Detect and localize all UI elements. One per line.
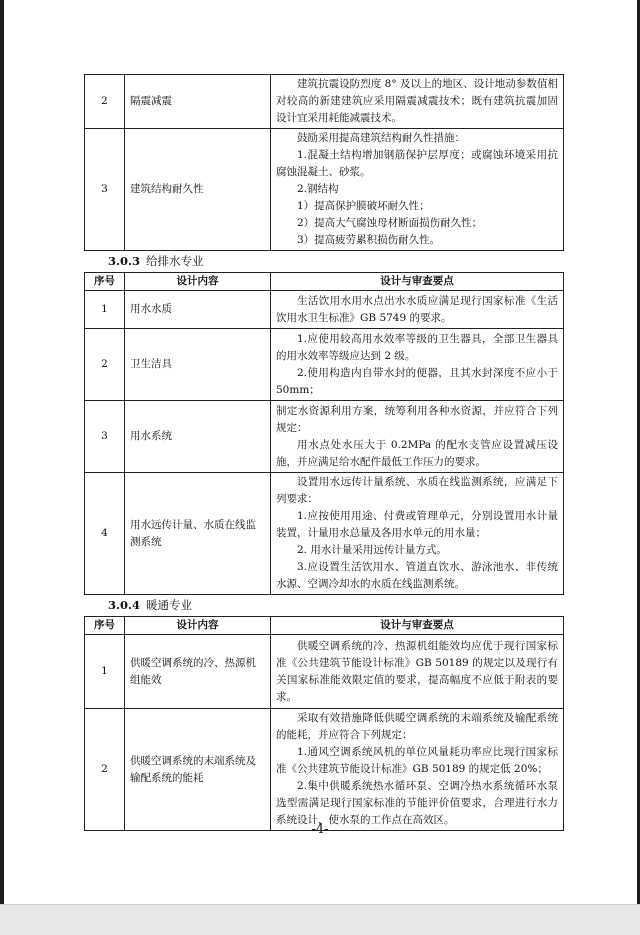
- requirement-text: 生活饮用水用水点出水水质应满足现行国家标准《生活饮用水卫生标准》GB 5749 的要求。: [276, 294, 558, 324]
- table-row: [85, 635, 564, 709]
- requirement-text: 供暖空调系统的冷、热源机组能效均应优于现行国家标准《公共建筑节能设计标准》GB 50189 的规定以及现行有关国家标准能效限定值的要求，提高幅度不应低于附表的要求。: [276, 639, 558, 703]
- requirement-text: 2）提高大气腐蚀母材断面损伤耐久性；: [297, 217, 483, 229]
- row-requirement: [271, 75, 564, 129]
- table-row: [85, 473, 564, 595]
- section-title: 暖通专业: [146, 598, 193, 612]
- row-item: 供暖空调系统的末端系统及输配系统的能耗: [125, 709, 271, 831]
- section-number: 3.0.3: [108, 254, 141, 268]
- section-title: 给排水专业: [146, 254, 204, 268]
- structure-table: [84, 74, 564, 251]
- row-item: 用水远传计量、水质在线监测系统: [125, 473, 271, 595]
- row-requirement: [271, 291, 564, 329]
- header-requirement: 设计与审查要点: [271, 273, 564, 291]
- requirement-text: 2.使用构造内自带水封的便器，且其水封深度不应小于 50mm；: [276, 366, 558, 396]
- header-number: 序号: [85, 617, 125, 635]
- table-row: [85, 291, 564, 329]
- requirement-text: 1）提高保护膜破坏耐久性；: [297, 200, 430, 212]
- viewer-bottom-band: [0, 905, 640, 935]
- requirement-text: 1.通风空调系统风机的单位风量耗功率应比现行国家标准《公共建筑节能设计标准》GB 50189 的规定低 20%；: [276, 746, 558, 775]
- row-number: 3: [85, 129, 125, 251]
- header-item: 设计内容: [125, 273, 271, 291]
- row-number: 3: [85, 401, 125, 473]
- document-content: [84, 74, 563, 831]
- table-header-row: [85, 617, 564, 635]
- table-row: [85, 329, 564, 401]
- row-requirement: [271, 709, 564, 831]
- requirement-text: 1.应按使用用途、付费或管理单元，分别设置用水计量装置，计量用水总量及各用水单元的用水量；: [276, 510, 558, 539]
- row-item: 隔震减震: [125, 75, 271, 129]
- row-number: 4: [85, 473, 125, 595]
- requirement-text: 3.应设置生活饮用水、管道直饮水、游泳池水、非传统水源、空调冷却水的水质在线监测系统。: [276, 561, 558, 590]
- row-item: 卫生洁具: [125, 329, 271, 401]
- requirement-text: 2.钢结构: [297, 183, 339, 195]
- header-item: 设计内容: [125, 617, 271, 635]
- row-item: 用水水质: [125, 291, 271, 329]
- requirement-text: 建筑抗震设防烈度 8° 及以上的地区、设计地动参数值相对较高的新建建筑应采用隔震减震技术；既有建筑抗震加固设计宜采用耗能减震技术。: [276, 78, 558, 124]
- requirement-text: 2.集中供暖系统热水循环泵、空调冷热水系统循环水泵选型需满足现行国家标准的节能评价值要求，合理进行水力系统设计，使水泵的工作点在高效区。: [276, 780, 558, 826]
- table-row: [85, 401, 564, 473]
- section-heading: [84, 251, 563, 272]
- row-requirement: [271, 635, 564, 709]
- row-item: 建筑结构耐久性: [125, 129, 271, 251]
- table-row: [85, 129, 564, 251]
- table-row: [85, 709, 564, 831]
- requirement-text: 采取有效措施降低供暖空调系统的末端系统及输配系统的能耗，并应符合下列规定：: [276, 712, 558, 741]
- row-number: 2: [85, 75, 125, 129]
- row-requirement: [271, 329, 564, 401]
- requirement-text: 3）提高疲劳累积损伤耐久性。: [297, 234, 441, 246]
- requirement-text: 用水点处水压大于 0.2MPa 的配水支管应设置减压设施，并应满足给水配件最低工作压力的要求。: [276, 438, 558, 468]
- section-number: 3.0.4: [108, 598, 141, 612]
- row-requirement: [271, 129, 564, 251]
- table-row: [85, 75, 564, 129]
- table-header-row: [85, 273, 564, 291]
- requirement-text: 1.混凝土结构增加钢筋保护层厚度；或腐蚀环境采用抗腐蚀混凝土、砂浆。: [276, 149, 558, 178]
- requirement-text: 设置用水远传计量系统、水质在线监测系统，应满足下列要求：: [276, 476, 558, 505]
- water-supply-table: [84, 272, 564, 595]
- requirement-text: 1.应使用较高用水效率等级的卫生器具，全部卫生器具的用水效率等级应达到 2 级。: [276, 332, 558, 362]
- section-heading: [84, 595, 563, 616]
- header-requirement: 设计与审查要点: [271, 617, 564, 635]
- page-number: -4-: [311, 822, 329, 837]
- row-item: 供暖空调系统的冷、热源机组能效: [125, 635, 271, 709]
- requirement-text: 2. 用水计量采用远传计量方式。: [297, 544, 447, 556]
- row-number: 2: [85, 329, 125, 401]
- row-item: 用水系统: [125, 401, 271, 473]
- row-number: 1: [85, 635, 125, 709]
- hvac-table: [84, 616, 564, 831]
- row-requirement: [271, 401, 564, 473]
- row-number: 2: [85, 709, 125, 831]
- header-number: 序号: [85, 273, 125, 291]
- requirement-text: 鼓励采用提高建筑结构耐久性措施：: [297, 132, 465, 144]
- requirement-text: 制定水资源利用方案，统筹利用各种水资源，并应符合下列规定：: [276, 404, 558, 434]
- row-number: 1: [85, 291, 125, 329]
- page-edge-left: [0, 0, 4, 935]
- row-requirement: [271, 473, 564, 595]
